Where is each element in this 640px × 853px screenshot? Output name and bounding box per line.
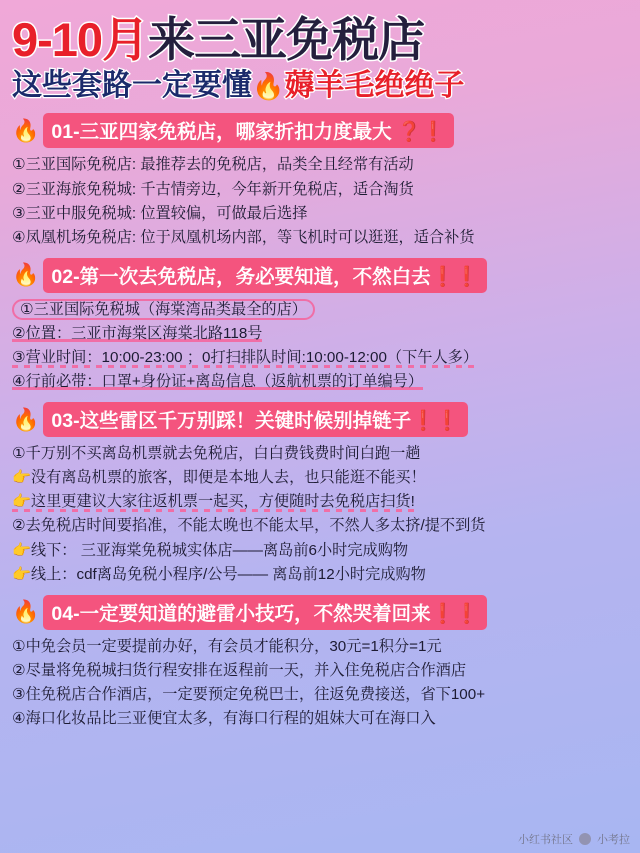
list-item: ①千万别不买离岛机票就去免税店，白白费钱费时间白跑一趟	[12, 445, 421, 463]
title-line-2	[12, 70, 628, 102]
list-item	[12, 298, 628, 321]
section-02-title: 02-第一次去免税店，务必要知道，不然白去❗❗	[43, 258, 487, 293]
watermark-right-text: 小考拉	[597, 834, 630, 846]
list-item-text: ①三亚国际免税城（海棠湾品类最全的店）	[12, 299, 315, 320]
list-item	[12, 490, 628, 513]
title-line-1-dark: 来三亚免税店	[148, 13, 425, 66]
section-02	[12, 258, 628, 394]
list-item	[12, 346, 628, 369]
section-03	[12, 402, 628, 587]
list-item: ②三亚海旅免税城: 千古情旁边，今年新开免税店，适合淘货	[12, 180, 414, 198]
section-01-header	[12, 113, 628, 148]
title-line-2-blue: 这些套路一定要懂	[12, 68, 252, 102]
list-item: ④海口化妆品比三亚便宜太多，有海口行程的姐妹大可在海口入	[12, 710, 436, 728]
watermark	[518, 831, 630, 847]
section-01-title: 01-三亚四家免税店，哪家折扣力度最大 ❓❗	[43, 113, 453, 148]
list-item: ③三亚中服免税城: 位置较偏，可做最后选择	[12, 204, 308, 222]
section-04-title: 04-一定要知道的避雷小技巧，不然哭着回来❗❗	[43, 595, 487, 630]
poster-title	[12, 13, 628, 102]
list-item: ③住免税店合作酒店，一定要预定免税巴士，往返免费接送，省下100+	[12, 685, 486, 703]
title-line-1	[12, 13, 628, 66]
fire-icon: 🔥	[252, 70, 285, 101]
section-04-header	[12, 595, 628, 630]
list-item	[12, 370, 628, 393]
list-item: ②去免税店时间要掐准，不能太晚也不能太早，不然人多太挤/提不到货	[12, 517, 486, 535]
list-item: ④凤凰机场免税店: 位于凤凰机场内部，等飞机时可以逛逛，适合补货	[12, 228, 475, 246]
fire-icon: 🔥	[12, 262, 40, 288]
list-item: ①中免会员一定要提前办好，有会员才能积分，30元=1积分=1元	[12, 637, 442, 655]
list-item: 👉线上：cdf离岛免税小程序/公号—— 离岛前12小时完成购物	[12, 565, 426, 583]
fire-icon: 🔥	[12, 117, 40, 143]
watermark-left-text: 小红书社区	[518, 834, 573, 846]
title-line-1-red: 9-10月	[12, 13, 149, 66]
section-01	[12, 113, 628, 249]
list-item: ②尽量将免税城扫货行程安排在返程前一天，并入住免税店合作酒店	[12, 661, 467, 679]
section-04	[12, 595, 628, 731]
list-item-text: 👉这里更建议大家往返机票一起买，方便随时去免税店扫货!	[12, 493, 415, 511]
list-item-text: ③营业时间：10:00-23:00 ；0打扫排队时间:10:00-12:00（下午人多）	[12, 349, 479, 366]
section-02-body	[12, 298, 628, 393]
title-line-2-red: 薅羊毛绝绝子	[284, 68, 465, 102]
list-item: 👉没有离岛机票的旅客，即便是本地人去，也只能逛不能买！	[12, 469, 426, 487]
list-item: ①三亚国际免税店: 最推荐去的免税店，品类全且经常有活动	[12, 156, 414, 174]
section-03-body	[12, 442, 628, 586]
list-item: 👉线下： 三亚海棠免税城实体店——离岛前6小时完成购物	[12, 541, 409, 559]
section-04-body	[12, 635, 628, 730]
avatar	[579, 833, 591, 845]
section-01-body	[12, 153, 628, 248]
section-03-title: 03-这些雷区千万别踩！关键时候别掉链子❗❗	[43, 402, 467, 437]
section-03-header	[12, 402, 628, 437]
fire-icon: 🔥	[12, 406, 40, 432]
list-item-text: ②位置：三亚市海棠区海棠北路118号	[12, 324, 263, 342]
fire-icon: 🔥	[12, 599, 40, 625]
section-02-header	[12, 258, 628, 293]
list-item-text: ④行前必带：口罩+身份证+离岛信息（返航机票的订单编号）	[12, 373, 424, 391]
list-item	[12, 322, 628, 345]
